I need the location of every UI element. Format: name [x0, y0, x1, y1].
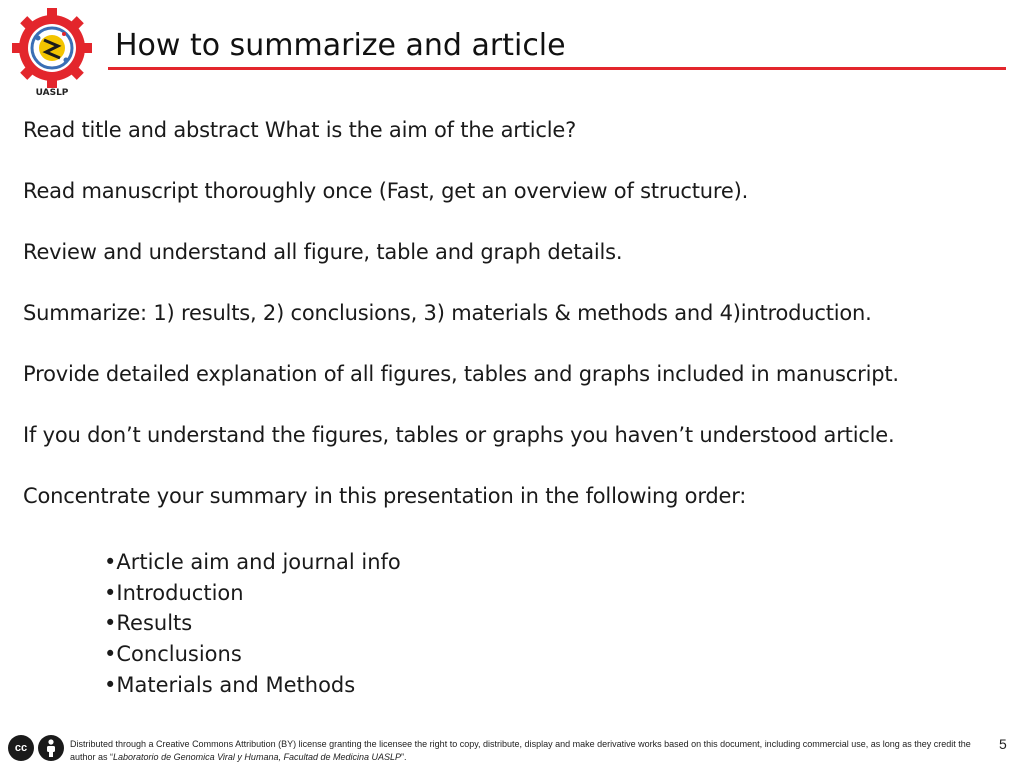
step-paragraph: Read manuscript thoroughly once (Fast, get an overview of structure).: [23, 179, 749, 203]
credit-text: Laboratorio de Genomica Viral y Humana, Facultad de Medicina UASLP: [113, 751, 402, 762]
license-text: Distributed through a Creative Commons Attribution (BY) license granting the licensee the right to copy, distribute, display and make derivative works based on this document, including commercial use, as long as they credit the author as “: [70, 739, 971, 762]
license-badges: [8, 735, 64, 761]
logo-caption: UASLP: [35, 88, 69, 98]
slide-title: How to summarize and article: [115, 28, 566, 63]
step-paragraph: Concentrate your summary in this presentation in the following order:: [23, 484, 747, 508]
credit-close: ”.: [401, 751, 407, 762]
attribution-person-icon: [38, 735, 64, 761]
step-paragraph: Read title and abstract What is the aim of the article?: [23, 118, 577, 142]
list-item: • Article aim and journal info: [104, 547, 401, 578]
step-paragraph: Provide detailed explanation of all figures, tables and graphs included in manuscript.: [23, 362, 899, 386]
page-number: 5: [999, 736, 1007, 752]
license-footer: [70, 738, 980, 763]
lab-logo-icon: [6, 4, 98, 100]
list-item: • Materials and Methods: [104, 670, 401, 701]
title-divider: [108, 67, 1006, 70]
list-item: • Conclusions: [104, 639, 401, 670]
creative-commons-icon: cc: [8, 735, 34, 761]
slide-body: [23, 117, 1013, 544]
step-paragraph: If you don’t understand the figures, tables or graphs you haven’t understood article.: [23, 423, 895, 447]
summary-order-list: [104, 547, 401, 701]
list-item: • Results: [104, 608, 401, 639]
list-item: • Introduction: [104, 578, 401, 609]
step-paragraph: Summarize: 1) results, 2) conclusions, 3) materials & methods and 4)introduction.: [23, 301, 872, 325]
step-paragraph: Review and understand all figure, table and graph details.: [23, 240, 623, 264]
